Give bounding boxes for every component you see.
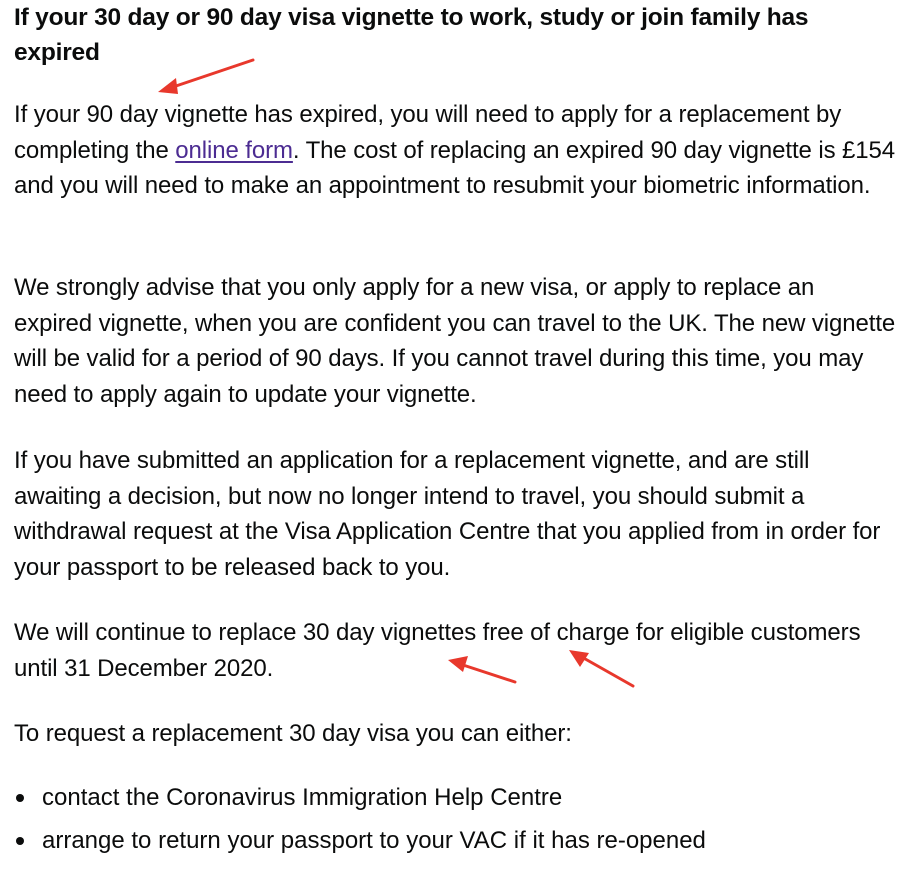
paragraph-request-options: To request a replacement 30 day visa you can either: [14, 720, 572, 747]
request-options-list [14, 780, 898, 865]
list-item [14, 780, 898, 816]
section-heading: If your 30 day or 90 day visa vignette to work, study or join family has expired [14, 4, 809, 66]
paragraph-free-replacement: We will continue to replace 30 day vignettes free of charge for eligible customers until 31 December 2020. [14, 619, 861, 682]
paragraph-withdrawal-request: If you have submitted an application for a replacement vignette, and are still awaiting a decision, but now no longer intend to travel, you should submit a withdrawal request at the Visa Application Centre that you applied from in order for your passport to be released back to you. [14, 447, 881, 581]
list-item-text: contact the Coronavirus Immigration Help Centre [42, 784, 563, 811]
bullet-icon [16, 794, 24, 802]
paragraph-expired-90-day [14, 97, 898, 204]
list-item [14, 823, 898, 859]
bullet-icon [16, 837, 24, 845]
paragraph-travel-advice: We strongly advise that you only apply for a new visa, or apply to replace an expired vignette, when you are confident you can travel to the UK. The new vignette will be valid for a period of 90 days. If you cannot travel during this time, you may need to apply again to update your vignette. [14, 274, 896, 408]
paragraph-text: If your 90 day vignette has expired, you will need to apply for a replacement by completing the [14, 101, 842, 164]
paragraph-text: . The cost of replacing an expired 90 day vignette is £154 and you will need to make an appointment to resubmit your biometric information. [14, 136, 896, 199]
list-item-text: arrange to return your passport to your VAC if it has re-opened [42, 826, 706, 854]
online-form-link[interactable]: online form [175, 136, 293, 164]
